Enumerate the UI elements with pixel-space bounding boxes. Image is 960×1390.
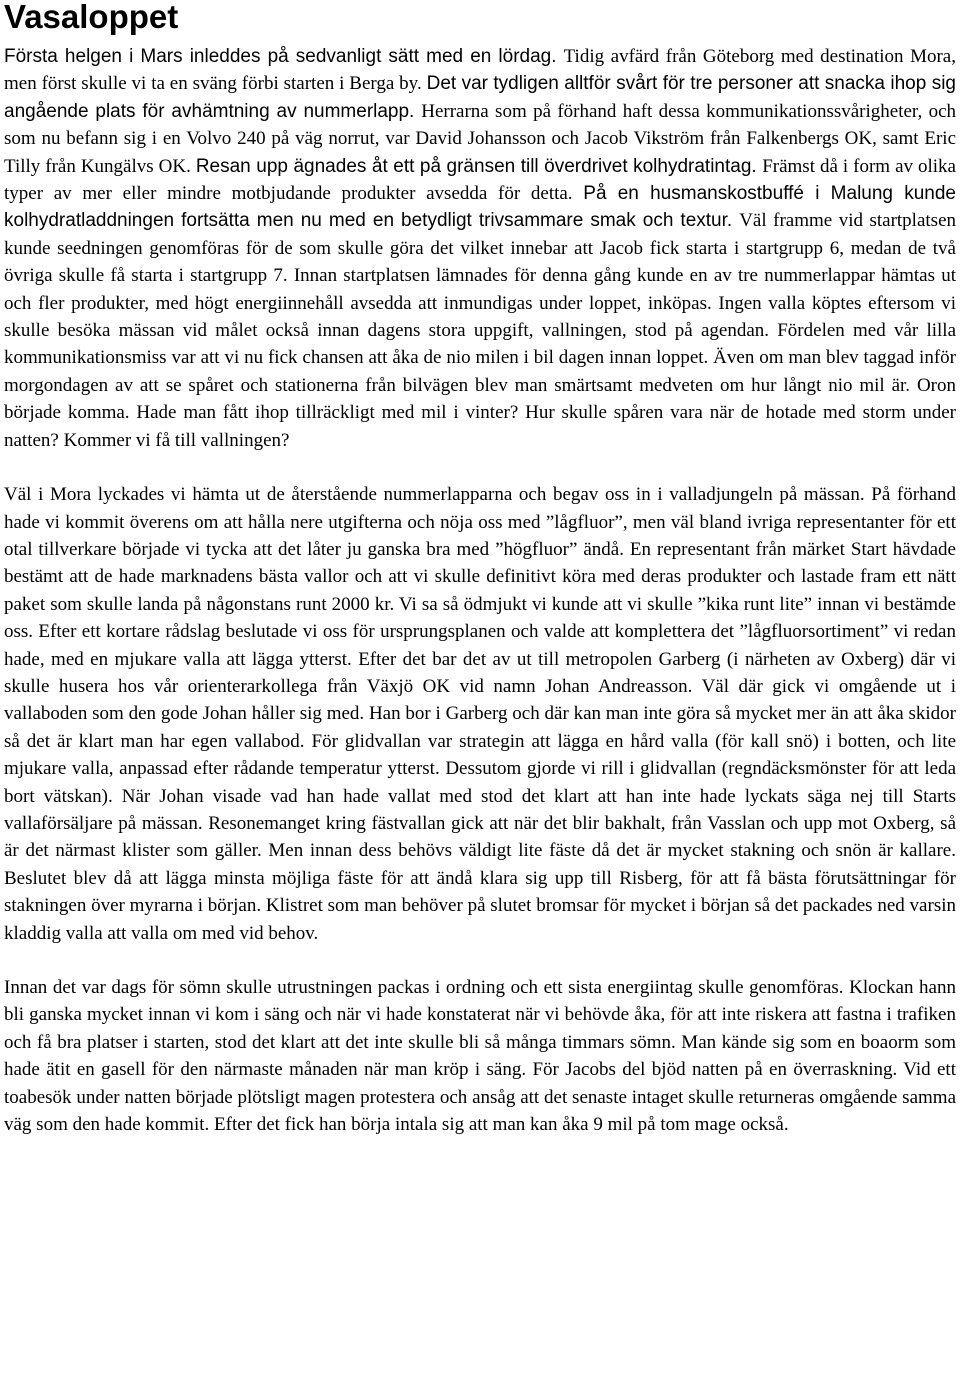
- text-run: Herrarna som på förhand haft dessa kommunikationssvårigheter, och som nu befann sig i en Volvo 240 på väg norrut, var David Johansson och Jacob Vikström från Falkenbergs OK, samt Eric Tilly från Kungälvs OK.: [4, 100, 957, 177]
- paragraph-3: [4, 974, 956, 1138]
- text-run: Tidig avfärd från Göteborg med destination Mora, men först skulle vi ta en sväng förbi starten i Berga by.: [4, 46, 956, 95]
- text-run: Resan upp ägnades åt ett på gränsen till överdrivet kolhydratintag.: [195, 155, 763, 177]
- text-run: Främst då i form av olika typer av mer eller mindre motbjudande produkter avsedda för detta.: [4, 155, 956, 205]
- paragraph-2: [4, 481, 956, 947]
- text-run: Första helgen i Mars inleddes på sedvanligt sätt med en lördag.: [4, 46, 564, 67]
- text-run: Väl framme vid startplatsen kunde seedningen genomföras för de som skulle göra det vilket innebar att Jacob fick starta i startgrupp 6, medan de två övriga skulle få starta i startgrupp 7. Innan startplatsen lämnades för denna gång kunde en av tre nummerlappar hämtas ut och fler produkter, med högt energiinnehåll avsedda att inmundigas under loppet, inköpas. Ingen valla köptes eftersom vi skulle besöka mässan vid målet också innan dagens stora uppgift, vallningen, stod på agendan. Fördelen med vår lilla kommunikationsmiss var att vi nu fick chansen att åka de nio milen i bil dagen innan loppet. Även om man blev taggad inför morgondagen av att se spåret och stationerna från bilvägen blev man smärtsamt medveten om hur långt nio mil är. Oron började komma. Hade man fått ihop tillräckligt med mil i vinter? Hur skulle spåren vara när de hotade med storm under natten? Kommer vi få till vallningen?: [4, 210, 956, 451]
- document-title: Vasaloppet: [4, 0, 179, 35]
- text-run: Väl i Mora lyckades vi hämta ut de återstående nummerlapparna och begav oss in i valladjungeln på mässan. På förhand hade vi kommit överens om att hålla nere utgifterna och nöja oss med ”lågfluor”, men väl bland ivriga representanter för ett otal tillverkare började vi tycka att det låter ju ganska bra med ”högfluor” ändå. En representant från märket Start hävdade bestämt att de hade marknadens bästa vallor och att vi skulle definitivt köra med deras produkter och lastade fram ett nätt paket som skulle landa på någonstans runt 2000 kr. Vi sa så ödmjukt vi kunde att vi skulle ”kika runt lite” innan vi bestämde oss. Efter ett kortare rådslag beslutade vi oss för ursprungsplanen och valde att komplettera det ”lågfluorsortiment” vi redan hade, med en mjukare valla att lägga ytterst. Efter det bar det av ut till metropolen Garberg (i närheten av Oxberg) där vi skulle husera hos vår orienterarkollega från Växjö OK vid namn Johan Andreasson. Väl där gick vi omgående ut i vallaboden som den gode Johan håller sig med. Han bor i Garberg och där kan man inte göra så mycket mer än att åka skidor så det är klart man har egen vallabod. För glidvallan var strategin att lägga en hård valla (för kall snö) i botten, och lite mjukare valla, anpassad efter rådande temperatur ytterst. Dessutom gjorde vi rill i glidvallan (regndäcksmönster för att leda bort vätskan). När Johan visade vad han hade vallat med stod det klart att han inte hade lyckats säga nej till Starts vallaförsäljare på mässan. Resonemanget kring fästvallan gick att när det blir bakhalt, från Vasslan och upp mot Oxberg, så är det närmast klister som gäller. Men innan dess behövs väldigt lite fäste då det är mycket stakning och snön är kallare. Beslutet blev då att lägga minsta möjliga fäste för att ändå klara sig upp till Risberg, för att få bästa förutsättningar för stakningen över myrarna i början. Klistret som man behöver på slutet bromsar för mycket i början så det packades ned varsin kladdig valla att valla om med vid behov.: [4, 484, 956, 944]
- text-run: Det var tydligen alltför svårt för tre personer att snacka ihop sig angående plats för avhämtning av nummerlapp.: [4, 73, 956, 122]
- paragraph-1: [4, 43, 956, 454]
- text-run: På en husmanskostbuffé i Malung kunde kolhydratladdningen fortsätta men nu med en betydligt trivsammare smak och textur.: [4, 183, 956, 232]
- text-run: Innan det var dags för sömn skulle utrustningen packas i ordning och ett sista energiintag skulle genomföras. Klockan hann bli ganska mycket innan vi kom i säng och när vi hade konstaterat när vi behövde åka, för att inte riskera att fastna i trafiken och få bra platser i starten, stod det klart att det inte skulle bli så många timmars sömn. Man kände sig som en boaorm som hade ätit en gasell för den närmaste månaden när man kröp i säng. För Jacobs del bjöd natten på en överraskning. Vid ett toabesök under natten började plötsligt magen protestera och ansåg att det senaste intaget skulle returneras omgående samma väg som den hade kommit. Efter det fick han börja intala sig att man kan åka 9 mil på tom mage också.: [4, 977, 956, 1136]
